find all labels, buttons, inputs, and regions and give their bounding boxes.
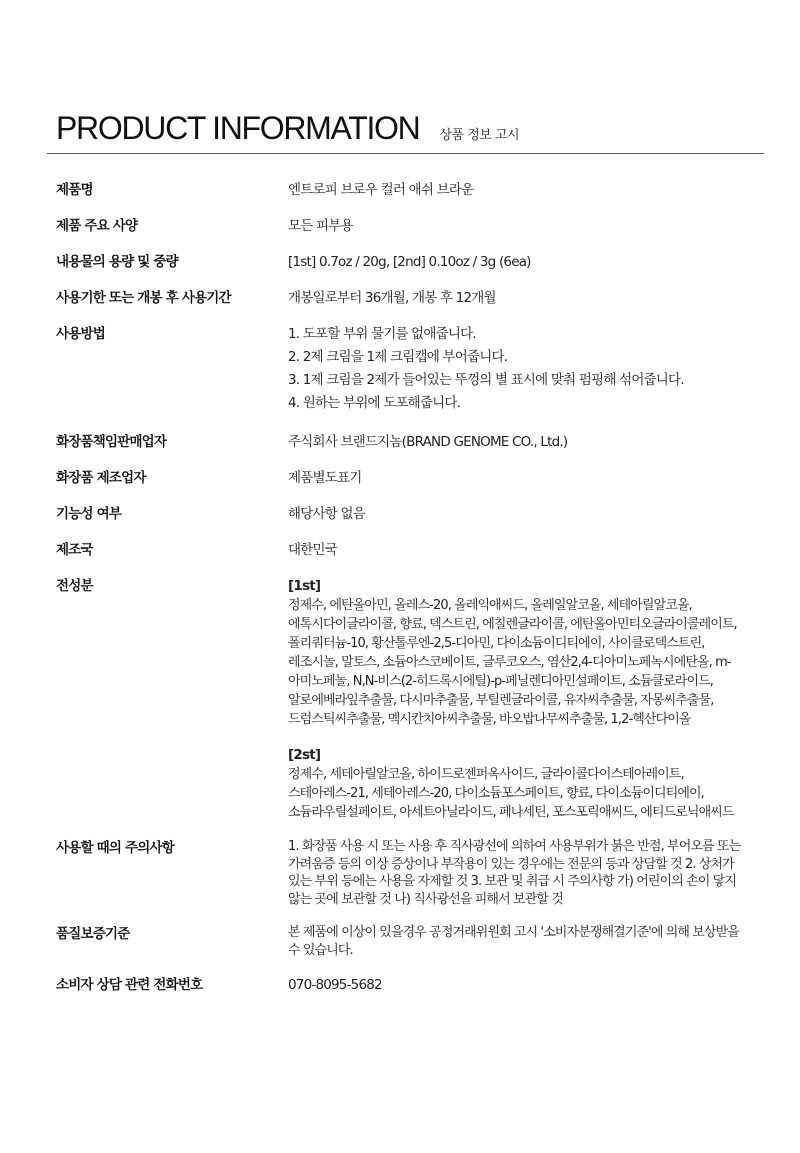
row-country xyxy=(56,540,756,560)
label-phone: 소비자 상담 관련 전화번호 xyxy=(56,977,203,993)
label-quality: 품질보증기준 xyxy=(56,926,130,942)
ingredients-first-heading: [1st] xyxy=(288,578,321,594)
value-phone: 070-8095-5682 xyxy=(288,977,382,993)
value-country: 대한민국 xyxy=(288,542,337,558)
header-divider xyxy=(47,153,764,154)
row-expiry xyxy=(56,288,756,308)
row-ingredients xyxy=(56,576,756,822)
value-usage xyxy=(288,324,750,416)
label-expiry: 사용기한 또는 개봉 후 사용기간 xyxy=(56,290,231,306)
label-specs: 제품 주요 사양 xyxy=(56,218,138,234)
value-specs: 모든 피부용 xyxy=(288,218,353,234)
row-usage xyxy=(56,324,756,416)
label-usage: 사용방법 xyxy=(56,326,105,342)
value-caution: 1. 화장품 사용 시 또는 사용 후 직사광선에 의하여 사용부위가 붉은 반점, 부어오름 또는 가려움증 등의 이상 증상이나 부작용이 있는 경우에는 전문의 등과 상담할 것 2. 상처가 있는 부위 등에는 사용을 자제할 것 3. 보관 및 취급 시 주의사항 가) 어린이의 손이 닿지 않는 곳에 보관할 것 나) 직사광선을 피해서 보관할 것 xyxy=(288,839,741,907)
row-manufacturer xyxy=(56,468,756,488)
ingredients-second-list: 정제수, 세테아릴알코올, 하이드로젠퍼옥사이드, 글라이콜다이스테아레이트, 스테아레스-21, 세테아레스-20, 다이소듐포스페이트, 향료, 다이소듐이디티에이, 소듐라우릴설페이트, 아세트아닐라이드, 페나세틴, 포스포릭애씨드, 에티드로닉애씨드 xyxy=(288,767,734,820)
label-manufacturer: 화장품 제조업자 xyxy=(56,470,146,486)
page-title: PRODUCT INFORMATION xyxy=(56,110,420,146)
value-seller: 주식회사 브랜드지놈(BRAND GENOME CO., Ltd.) xyxy=(288,434,568,450)
ingredients-spacer xyxy=(288,729,750,745)
ingredients-second-heading: [2st] xyxy=(288,747,321,763)
row-specs xyxy=(56,216,756,236)
label-product-name: 제품명 xyxy=(56,182,93,198)
row-seller xyxy=(56,432,756,452)
usage-step: 3. 1제 크림을 2제가 들어있는 뚜껑의 별 표시에 맞춰 펌핑해 섞어줍니다. xyxy=(288,372,684,388)
page-subtitle: 상품 정보 고시 xyxy=(439,128,520,143)
value-expiry: 개봉일로부터 36개월, 개봉 후 12개월 xyxy=(288,290,496,306)
value-functional: 해당사항 없음 xyxy=(288,506,365,522)
row-volume xyxy=(56,252,756,272)
label-functional: 기능성 여부 xyxy=(56,506,122,522)
value-quality: 본 제품에 이상이 있을경우 공정거래위원회 고시 '소비자분쟁해결기준'에 의해 보상받을 수 있습니다. xyxy=(288,925,739,958)
usage-step: 4. 원하는 부위에 도포해줍니다. xyxy=(288,395,461,411)
usage-step: 1. 도포할 부위 물기를 없애줍니다. xyxy=(288,326,476,342)
value-ingredients xyxy=(288,576,750,822)
ingredients-first-list: 정제수, 에탄올아민, 올레스-20, 올레익애씨드, 올레일알코올, 세테아릴알코올, 에톡시다이글라이콜, 향료, 덱스트린, 에칠렌글라이콜, 에탄올아민티오글라이콜레이트, 폴리쿼터늄-10, 황산톨루엔-2,5-디아민, 다이소듐이디티에이, 사이클로덱스트린, 레조시놀, 말토스, 소듐아스코베이트, 글루코오스, 염산2,4-디아미노페녹시에탄올, m-아미노페놀, N,N-비스(2-히드록시에틸)-p-페닐렌디아민설페이트, 소듐클로라이드, 알로에베라잎추출물, 다시마추출물, 부틸렌글라이콜, 유자씨추출물, 자몽씨추출물, 드럼스틱씨추출물, 멕시칸치아씨추출물, 바오밥나무씨추출물, 1,2-헥산다이올 xyxy=(288,598,737,727)
label-country: 제조국 xyxy=(56,542,93,558)
label-volume: 내용물의 용량 및 중량 xyxy=(56,254,178,270)
value-volume: [1st] 0.7oz / 20g, [2nd] 0.10oz / 3g (6ea) xyxy=(288,254,531,270)
value-manufacturer: 제품별도표기 xyxy=(288,470,362,486)
usage-step: 2. 2제 크림을 1제 크림캡에 부어줍니다. xyxy=(288,349,508,365)
row-phone xyxy=(56,975,756,995)
row-functional xyxy=(56,504,756,524)
info-table xyxy=(56,180,756,1011)
row-caution xyxy=(56,838,756,908)
label-ingredients: 전성분 xyxy=(56,578,93,594)
label-seller: 화장품책임판매업자 xyxy=(56,434,167,450)
row-product-name xyxy=(56,180,756,200)
header xyxy=(56,110,519,147)
value-product-name: 엔트로피 브로우 컬러 애쉬 브라운 xyxy=(288,182,474,198)
label-caution: 사용할 때의 주의사항 xyxy=(56,840,174,856)
row-quality xyxy=(56,924,756,959)
